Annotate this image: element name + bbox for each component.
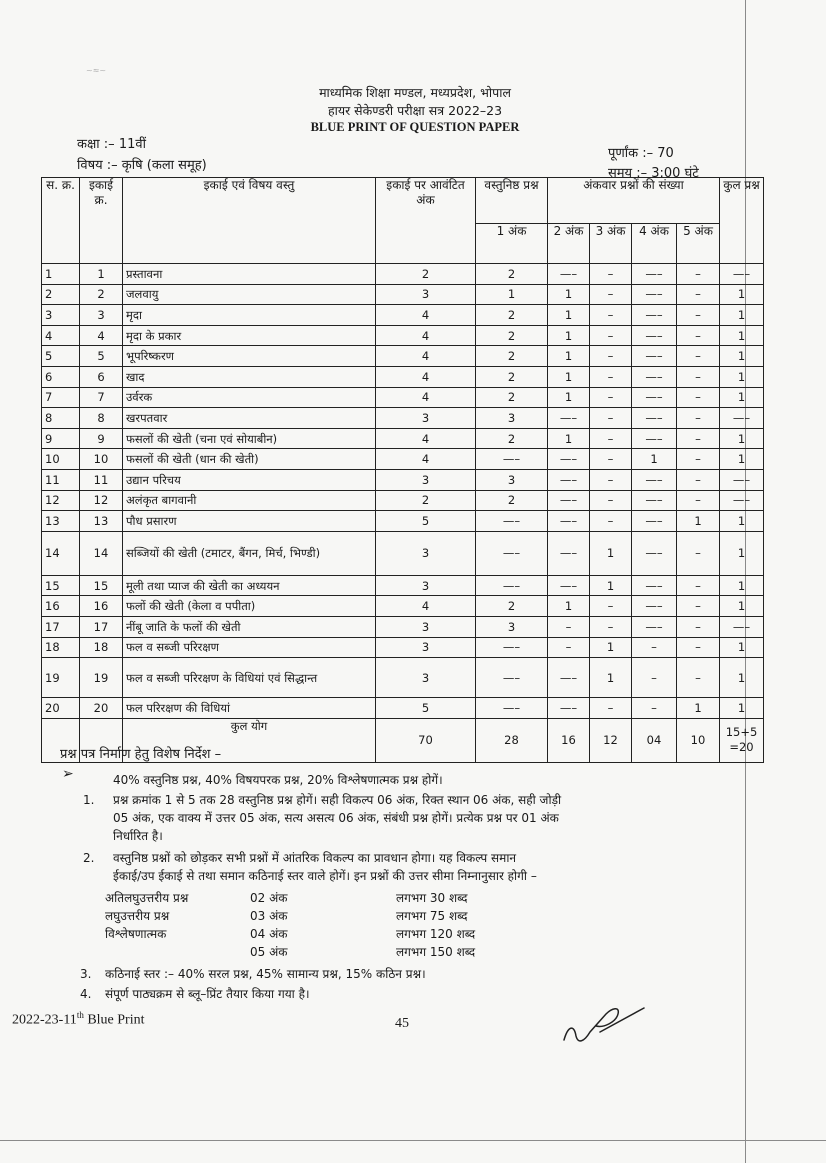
row-sno: 6 — [42, 366, 80, 387]
row-4-mark: —– — [632, 531, 677, 575]
table-row — [42, 637, 764, 658]
row-unit: 13 — [80, 511, 123, 532]
row-topic: फसलों की खेती (धान की खेती) — [123, 449, 376, 470]
row-objective: 1 — [476, 284, 548, 305]
row-4-mark: —– — [632, 387, 677, 408]
row-alloc: 5 — [376, 511, 476, 532]
item2-line1: वस्तुनिष्ठ प्रश्नों को छोड़कर सभी प्रश्नों में आंतरिक विकल्प का प्रावधान होगा। यह विकल्प समान — [113, 851, 517, 865]
row-3-mark: – — [590, 408, 632, 429]
table-row — [42, 490, 764, 511]
row-sno: 9 — [42, 428, 80, 449]
item1-line2: 05 अंक, एक वाक्य में उत्तर 05 अंक, सत्य असत्य 06 अंक, संबंधी प्रश्न होगें। प्रत्येक प्रश्न पर 01 अंक — [113, 811, 559, 825]
row-alloc: 3 — [376, 469, 476, 490]
total-marks-label: पूर्णांक :– 70 — [608, 146, 674, 161]
row-alloc: 3 — [376, 616, 476, 637]
row-alloc: 5 — [376, 698, 476, 719]
row-sno: 4 — [42, 325, 80, 346]
row-alloc: 4 — [376, 387, 476, 408]
row-topic: मृदा के प्रकार — [123, 325, 376, 346]
row-2-mark: —– — [548, 511, 590, 532]
row-4-mark: —– — [632, 511, 677, 532]
footer-doc-id-sup: th — [76, 1010, 84, 1020]
header-3-mark: 3 अंक — [590, 224, 632, 264]
row-topic: पौध प्रसारण — [123, 511, 376, 532]
row-objective: 2 — [476, 428, 548, 449]
table-row — [42, 387, 764, 408]
row-objective: —– — [476, 658, 548, 698]
table-body — [42, 264, 764, 719]
grand-total-line1: 15+5 — [725, 725, 758, 740]
row-alloc: 3 — [376, 284, 476, 305]
row-2-mark: —– — [548, 575, 590, 596]
header-total-questions: कुल प्रश्न — [720, 178, 764, 264]
row-topic: फल व सब्जी परिरक्षण — [123, 637, 376, 658]
row-4-mark: – — [632, 637, 677, 658]
row-2-mark: 1 — [548, 366, 590, 387]
row-5-mark: – — [677, 387, 720, 408]
item2-line2: ईकाई/उप ईकाई से तथा समान कठिनाई स्तर वाले होगें। इन प्रश्नों की उत्तर सीमा निम्नानुसार होगी – — [113, 869, 537, 883]
limit-marks: 05 अंक — [250, 945, 288, 959]
board-name: माध्यमिक शिक्षा मण्डल, मध्यप्रदेश, भोपाल — [319, 85, 511, 100]
row-4-mark: —– — [632, 346, 677, 367]
table-row — [42, 658, 764, 698]
row-total: 1 — [720, 637, 764, 658]
row-2-mark: – — [548, 616, 590, 637]
header-objective: वस्तुनिष्ठ प्रश्न — [476, 178, 548, 224]
total-5-mark: 10 — [677, 718, 720, 762]
row-4-mark: – — [632, 698, 677, 719]
total-row-label: कुल योग — [123, 718, 376, 762]
table-row — [42, 408, 764, 429]
row-total: 1 — [720, 428, 764, 449]
row-objective: 2 — [476, 387, 548, 408]
row-3-mark: – — [590, 449, 632, 470]
row-4-mark: – — [632, 658, 677, 698]
class-label: कक्षा :– 11वीं — [77, 137, 146, 152]
table-row — [42, 575, 764, 596]
row-3-mark: – — [590, 511, 632, 532]
exam-session: हायर सेकेण्डरी परीक्षा सत्र 2022–23 — [327, 103, 503, 118]
row-unit: 14 — [80, 531, 123, 575]
total-2-mark: 16 — [548, 718, 590, 762]
item1-number: 1. — [83, 793, 95, 807]
table-row — [42, 305, 764, 326]
row-5-mark: – — [677, 408, 720, 429]
row-5-mark: – — [677, 346, 720, 367]
row-topic: सब्जियों की खेती (टमाटर, बैंगन, मिर्च, भिण्डी) — [123, 531, 376, 575]
row-objective: 2 — [476, 490, 548, 511]
row-5-mark: – — [677, 284, 720, 305]
header-5-mark: 5 अंक — [677, 224, 720, 264]
row-topic: खाद — [123, 366, 376, 387]
row-4-mark: —– — [632, 408, 677, 429]
table-row — [42, 428, 764, 449]
row-objective: 3 — [476, 469, 548, 490]
total-3-mark: 12 — [590, 718, 632, 762]
row-5-mark: – — [677, 490, 720, 511]
row-topic: जलवायु — [123, 284, 376, 305]
table-row — [42, 366, 764, 387]
row-3-mark: 1 — [590, 658, 632, 698]
row-4-mark: —– — [632, 428, 677, 449]
row-topic: अलंकृत बागवानी — [123, 490, 376, 511]
row-total: 1 — [720, 449, 764, 470]
table-row — [42, 346, 764, 367]
row-3-mark: 1 — [590, 575, 632, 596]
row-5-mark: – — [677, 575, 720, 596]
row-2-mark: —– — [548, 698, 590, 719]
row-5-mark: – — [677, 449, 720, 470]
grand-total — [720, 718, 764, 762]
row-unit: 4 — [80, 325, 123, 346]
bullet-arrow-icon: ➢ — [62, 766, 74, 782]
row-5-mark: 1 — [677, 511, 720, 532]
header-2-mark: 2 अंक — [548, 224, 590, 264]
limit-type: अतिलघुउत्तरीय प्रश्न — [105, 891, 189, 905]
row-3-mark: – — [590, 596, 632, 617]
item2-number: 2. — [83, 851, 95, 865]
row-4-mark: —– — [632, 366, 677, 387]
item4-text: संपूर्ण पाठ्यक्रम से ब्लू–प्रिंट तैयार किया गया है। — [105, 987, 310, 1001]
row-alloc: 4 — [376, 449, 476, 470]
footer-doc-id-suffix: Blue Print — [83, 1012, 145, 1028]
item4-number: 4. — [80, 987, 92, 1001]
instructions-heading: प्रश्न पत्र निर्माण हेतु विशेष निर्देश – — [60, 747, 222, 762]
row-total: —– — [720, 490, 764, 511]
row-2-mark: 1 — [548, 305, 590, 326]
row-5-mark: – — [677, 366, 720, 387]
row-alloc: 2 — [376, 264, 476, 285]
row-5-mark: – — [677, 469, 720, 490]
table-row — [42, 511, 764, 532]
table-row — [42, 698, 764, 719]
table-row — [42, 264, 764, 285]
row-sno: 7 — [42, 387, 80, 408]
table-row — [42, 325, 764, 346]
row-objective: 2 — [476, 366, 548, 387]
row-alloc: 4 — [376, 366, 476, 387]
row-objective: —– — [476, 575, 548, 596]
row-5-mark: – — [677, 531, 720, 575]
row-5-mark: – — [677, 616, 720, 637]
row-unit: 2 — [80, 284, 123, 305]
row-topic: प्रस्तावना — [123, 264, 376, 285]
row-5-mark: – — [677, 264, 720, 285]
row-objective: —– — [476, 698, 548, 719]
row-unit: 20 — [80, 698, 123, 719]
row-unit: 17 — [80, 616, 123, 637]
row-4-mark: 1 — [632, 449, 677, 470]
row-unit: 11 — [80, 469, 123, 490]
item1-line1: प्रश्न क्रमांक 1 से 5 तक 28 वस्तुनिष्ठ प्रश्न होगें। सही विकल्प 06 अंक, रिक्त स्थान 06 अंक, सही जोड़ी — [113, 793, 562, 807]
row-5-mark: – — [677, 637, 720, 658]
row-objective: 2 — [476, 325, 548, 346]
row-sno: 3 — [42, 305, 80, 326]
row-objective: —– — [476, 637, 548, 658]
row-4-mark: —– — [632, 325, 677, 346]
row-3-mark: – — [590, 490, 632, 511]
table-row — [42, 449, 764, 470]
limit-marks: 02 अंक — [250, 891, 288, 905]
row-2-mark: —– — [548, 658, 590, 698]
row-3-mark: – — [590, 325, 632, 346]
row-objective: —– — [476, 531, 548, 575]
row-sno: 8 — [42, 408, 80, 429]
limit-words: लगभग 75 शब्द — [396, 909, 468, 923]
row-5-mark: – — [677, 596, 720, 617]
row-sno: 11 — [42, 469, 80, 490]
row-unit: 19 — [80, 658, 123, 698]
row-2-mark: 1 — [548, 428, 590, 449]
limit-words: लगभग 150 शब्द — [396, 945, 476, 959]
row-total: 1 — [720, 366, 764, 387]
row-5-mark: 1 — [677, 698, 720, 719]
row-3-mark: 1 — [590, 531, 632, 575]
row-3-mark: – — [590, 366, 632, 387]
row-3-mark: – — [590, 305, 632, 326]
row-total: 1 — [720, 596, 764, 617]
footer-doc-id-prefix: 2022-23-11 — [12, 1012, 77, 1028]
row-total: 1 — [720, 575, 764, 596]
row-sno: 13 — [42, 511, 80, 532]
row-2-mark: 1 — [548, 284, 590, 305]
table-row — [42, 616, 764, 637]
limit-type: लघुउत्तरीय प्रश्न — [105, 909, 170, 923]
row-objective: 3 — [476, 408, 548, 429]
row-unit: 5 — [80, 346, 123, 367]
item3-number: 3. — [80, 967, 92, 981]
table-row — [42, 596, 764, 617]
row-topic: फल परिरक्षण की विधियां — [123, 698, 376, 719]
row-topic: भूपरिष्करण — [123, 346, 376, 367]
row-4-mark: —– — [632, 284, 677, 305]
row-alloc: 4 — [376, 305, 476, 326]
row-3-mark: – — [590, 428, 632, 449]
table-row — [42, 469, 764, 490]
row-alloc: 3 — [376, 658, 476, 698]
row-objective: —– — [476, 511, 548, 532]
table-row — [42, 284, 764, 305]
row-5-mark: – — [677, 428, 720, 449]
row-2-mark: – — [548, 637, 590, 658]
row-sno: 5 — [42, 346, 80, 367]
row-unit: 1 — [80, 264, 123, 285]
row-2-mark: —– — [548, 490, 590, 511]
row-objective: 2 — [476, 264, 548, 285]
row-topic: फसलों की खेती (चना एवं सोयाबीन) — [123, 428, 376, 449]
row-alloc: 4 — [376, 428, 476, 449]
row-sno: 15 — [42, 575, 80, 596]
row-3-mark: – — [590, 698, 632, 719]
row-topic: फलों की खेती (केला व पपीता) — [123, 596, 376, 617]
row-2-mark: —– — [548, 469, 590, 490]
row-total: 1 — [720, 387, 764, 408]
row-total: 1 — [720, 658, 764, 698]
row-sno: 19 — [42, 658, 80, 698]
row-topic: फल व सब्जी परिरक्षण के विधियां एवं सिद्धान्त — [123, 658, 376, 698]
row-2-mark: —– — [548, 408, 590, 429]
page-bottom-line — [0, 1140, 826, 1141]
row-4-mark: —– — [632, 616, 677, 637]
limit-marks: 03 अंक — [250, 909, 288, 923]
row-sno: 18 — [42, 637, 80, 658]
row-alloc: 4 — [376, 346, 476, 367]
total-objective: 28 — [476, 718, 548, 762]
row-alloc: 3 — [376, 531, 476, 575]
row-5-mark: – — [677, 325, 720, 346]
row-unit: 9 — [80, 428, 123, 449]
row-total: 1 — [720, 698, 764, 719]
footer-doc-id — [12, 1010, 145, 1029]
bullet-text: 40% वस्तुनिष्ठ प्रश्न, 40% विषयपरक प्रश्न, 20% विश्लेषणात्मक प्रश्न होगें। — [113, 773, 443, 787]
row-unit: 18 — [80, 637, 123, 658]
row-topic: नींबू जाति के फलों की खेती — [123, 616, 376, 637]
row-total: 1 — [720, 284, 764, 305]
limit-type: विश्लेषणात्मक — [105, 927, 167, 941]
row-3-mark: – — [590, 346, 632, 367]
row-unit: 10 — [80, 449, 123, 470]
row-5-mark: – — [677, 658, 720, 698]
row-alloc: 3 — [376, 575, 476, 596]
row-unit: 16 — [80, 596, 123, 617]
header-allocated-marks: इकाई पर आवंटित अंक — [376, 178, 476, 264]
row-objective: 2 — [476, 596, 548, 617]
row-total: —– — [720, 264, 764, 285]
row-2-mark: —– — [548, 449, 590, 470]
row-total: 1 — [720, 531, 764, 575]
row-unit: 8 — [80, 408, 123, 429]
row-alloc: 4 — [376, 325, 476, 346]
row-2-mark: 1 — [548, 596, 590, 617]
limit-marks: 04 अंक — [250, 927, 288, 941]
row-3-mark: – — [590, 616, 632, 637]
time-label: समय :– 3:00 घंटे — [608, 166, 699, 181]
header-markwise-count: अंकवार प्रश्नों की संख्या — [548, 178, 720, 224]
item1-line3: निर्धारित है। — [113, 829, 163, 843]
row-2-mark: —– — [548, 264, 590, 285]
row-alloc: 3 — [376, 637, 476, 658]
row-3-mark: – — [590, 264, 632, 285]
limit-words: लगभग 30 शब्द — [396, 891, 468, 905]
row-2-mark: 1 — [548, 325, 590, 346]
header-4-mark: 4 अंक — [632, 224, 677, 264]
row-unit: 12 — [80, 490, 123, 511]
row-objective: 2 — [476, 346, 548, 367]
row-topic: उर्वरक — [123, 387, 376, 408]
row-topic: खरपतवार — [123, 408, 376, 429]
row-total: 1 — [720, 511, 764, 532]
row-topic: मूली तथा प्याज की खेती का अध्ययन — [123, 575, 376, 596]
row-4-mark: —– — [632, 469, 677, 490]
document-title: BLUE PRINT OF QUESTION PAPER — [310, 120, 520, 134]
row-total: —– — [720, 469, 764, 490]
signature — [560, 1002, 650, 1047]
row-total: 1 — [720, 346, 764, 367]
row-unit: 15 — [80, 575, 123, 596]
page-number: 45 — [395, 1016, 409, 1031]
row-4-mark: —– — [632, 575, 677, 596]
row-4-mark: —– — [632, 264, 677, 285]
row-sno: 2 — [42, 284, 80, 305]
row-unit: 7 — [80, 387, 123, 408]
row-2-mark: —– — [548, 531, 590, 575]
header-1-mark: 1 अंक — [476, 224, 548, 264]
row-alloc: 4 — [376, 596, 476, 617]
total-4-mark: 04 — [632, 718, 677, 762]
row-alloc: 2 — [376, 490, 476, 511]
row-sno: 12 — [42, 490, 80, 511]
row-4-mark: —– — [632, 596, 677, 617]
row-objective: 3 — [476, 616, 548, 637]
row-total: 1 — [720, 305, 764, 326]
row-sno: 16 — [42, 596, 80, 617]
header-unit: इकाई क्र. — [80, 178, 123, 264]
row-3-mark: – — [590, 284, 632, 305]
row-objective: —– — [476, 449, 548, 470]
row-3-mark: 1 — [590, 637, 632, 658]
blueprint-table — [41, 177, 764, 763]
table-row — [42, 531, 764, 575]
row-4-mark: —– — [632, 490, 677, 511]
scan-mark: ~≈~ — [86, 66, 107, 75]
row-unit: 6 — [80, 366, 123, 387]
row-sno: 20 — [42, 698, 80, 719]
row-sno: 14 — [42, 531, 80, 575]
row-sno: 1 — [42, 264, 80, 285]
subject-label: विषय :– कृषि (कला समूह) — [77, 158, 207, 173]
row-total: —– — [720, 408, 764, 429]
item3-text: कठिनाई स्तर :– 40% सरल प्रश्न, 45% सामान्य प्रश्न, 15% कठिन प्रश्न। — [105, 967, 426, 981]
row-topic: मृदा — [123, 305, 376, 326]
grand-total-line2: =20 — [729, 740, 754, 755]
total-alloc: 70 — [376, 718, 476, 762]
row-topic: उद्यान परिचय — [123, 469, 376, 490]
row-5-mark: – — [677, 305, 720, 326]
limit-words: लगभग 120 शब्द — [396, 927, 476, 941]
row-4-mark: —– — [632, 305, 677, 326]
row-3-mark: – — [590, 469, 632, 490]
header-topic: इकाई एवं विषय वस्तु — [123, 178, 376, 264]
row-total: —– — [720, 616, 764, 637]
row-2-mark: 1 — [548, 387, 590, 408]
row-2-mark: 1 — [548, 346, 590, 367]
row-sno: 17 — [42, 616, 80, 637]
row-alloc: 3 — [376, 408, 476, 429]
row-unit: 3 — [80, 305, 123, 326]
row-3-mark: – — [590, 387, 632, 408]
header-sno: स. क्र. — [42, 178, 80, 264]
row-objective: 2 — [476, 305, 548, 326]
row-sno: 10 — [42, 449, 80, 470]
row-total: 1 — [720, 325, 764, 346]
